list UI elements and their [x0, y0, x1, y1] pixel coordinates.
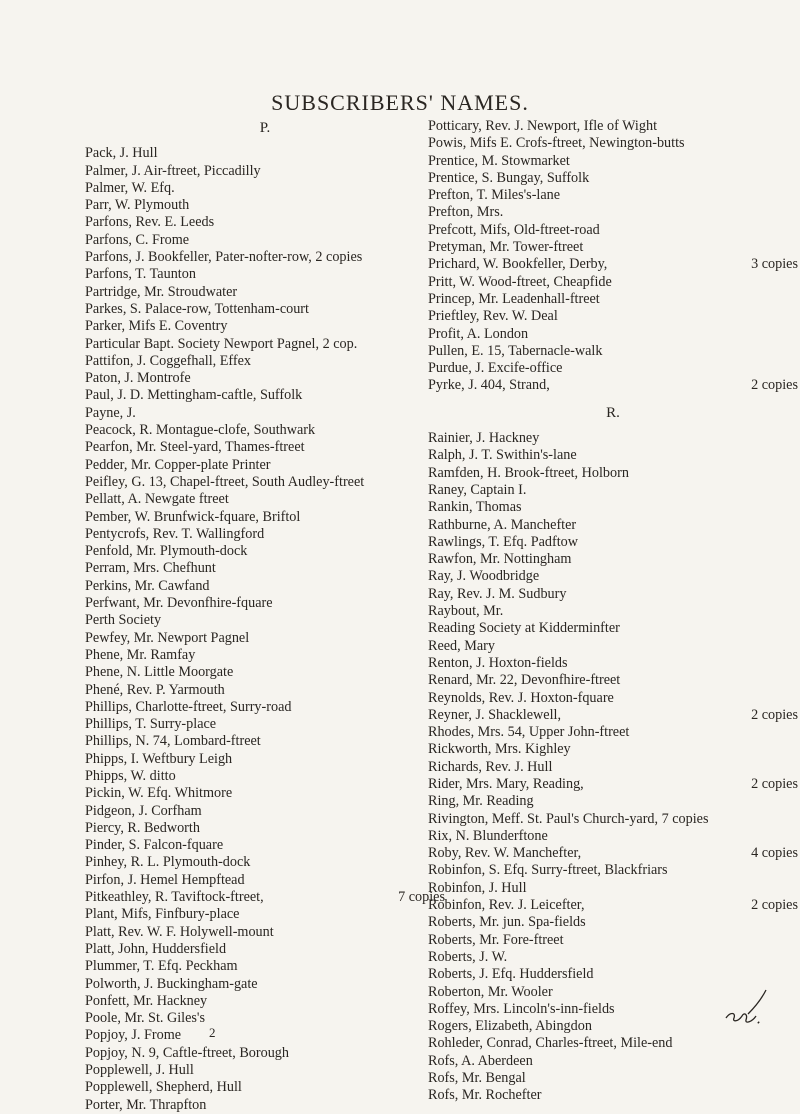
subscriber-entry — [85, 457, 445, 474]
subscriber-name: Ramfden, H. Brook-ftreet, Holborn — [428, 464, 629, 481]
subscriber-entry — [428, 759, 798, 776]
subscriber-entry — [428, 862, 798, 879]
subscriber-name: Pidgeon, J. Corfham — [85, 802, 202, 819]
subscriber-name: Prentice, S. Bungay, Suffolk — [428, 169, 590, 186]
subscriber-name: Pickin, W. Efq. Whitmore — [85, 785, 233, 802]
subscriber-name: Rickworth, Mrs. Kighley — [428, 741, 571, 758]
subscriber-entry — [85, 595, 445, 612]
subscriber-entry — [85, 145, 445, 162]
subscriber-entry — [85, 647, 445, 664]
subscriber-name: Porter, Mr. Thrapfton — [85, 1096, 207, 1113]
subscriber-name: Prefton, Mrs. — [428, 204, 504, 221]
page-number: 2 — [209, 1025, 216, 1040]
copies-count: 2 copies — [751, 377, 798, 394]
subscriber-name: Platt, Rev. W. F. Holywell-mount — [85, 923, 274, 940]
subscriber-entry — [428, 914, 798, 931]
subscriber-entry — [428, 741, 798, 758]
subscriber-name: Reading Society at Kidderminfter — [428, 620, 620, 637]
subscriber-name: Peifley, G. 13, Chapel-ftreet, South Audley-ftreet — [85, 473, 365, 490]
subscriber-name: Perth Society — [85, 612, 162, 629]
subscriber-name: Palmer, J. Air-ftreet, Piccadilly — [85, 162, 261, 179]
subscriber-entry — [428, 949, 798, 966]
subscriber-entry — [85, 872, 445, 889]
subscriber-name: Princep, Mr. Leadenhall-ftreet — [428, 290, 600, 307]
subscriber-name: Pritt, W. Wood-ftreet, Cheapfide — [428, 273, 612, 290]
subscriber-entry — [85, 803, 445, 820]
subscriber-entry — [428, 291, 798, 308]
subscriber-entry — [85, 405, 445, 422]
subscriber-name: Phillips, Charlotte-ftreet, Surry-road — [85, 698, 292, 715]
subscriber-name: Pyrke, J. 404, Strand, — [428, 377, 550, 394]
subscriber-name: Pentycrofs, Rev. T. Wallingford — [85, 525, 265, 542]
subscriber-name: Popplewell, J. Hull — [85, 1062, 194, 1079]
subscriber-name: Rofs, A. Aberdeen — [428, 1052, 533, 1069]
subscriber-entry — [85, 716, 445, 733]
subscriber-name: Paul, J. D. Mettingham-caftle, Suffolk — [85, 387, 303, 404]
subscriber-name: Pearfon, Mr. Steel-yard, Thames-ftreet — [85, 439, 305, 456]
subscriber-entry — [85, 163, 445, 180]
subscriber-entry — [85, 1079, 445, 1096]
subscriber-name: Richards, Rev. J. Hull — [428, 758, 553, 775]
subscriber-name: Robinfon, Rev. J. Leicefter, — [428, 897, 585, 914]
subscriber-entry — [428, 135, 798, 152]
subscriber-name: Reed, Mary — [428, 637, 495, 654]
subscriber-name: Phipps, I. Weftbury Leigh — [85, 750, 233, 767]
subscriber-name: Pack, J. Hull — [85, 145, 158, 162]
subscriber-name: Ray, Rev. J. M. Sudbury — [428, 585, 567, 602]
subscriber-entry — [85, 1062, 445, 1079]
left-column — [85, 118, 445, 1114]
right-p-entry-list — [428, 118, 798, 395]
subscriber-entry — [428, 153, 798, 170]
handwritten-mark — [718, 988, 780, 1028]
subscriber-name: Plummer, T. Efq. Peckham — [85, 958, 238, 975]
subscriber-entry — [85, 336, 445, 353]
subscriber-name: Pirfon, J. Hemel Hempftead — [85, 871, 245, 888]
subscriber-entry — [428, 499, 798, 516]
subscriber-entry — [85, 751, 445, 768]
subscriber-entry — [85, 820, 445, 837]
subscriber-name: Polworth, J. Buckingham-gate — [85, 975, 258, 992]
subscriber-entry — [428, 672, 798, 689]
subscriber-name: Robinfon, S. Efq. Surry-ftreet, Blackfriars — [428, 862, 668, 879]
subscriber-name: Phipps, W. ditto — [85, 767, 176, 784]
subscriber-name: Ring, Mr. Reading — [428, 793, 534, 810]
subscriber-name: Parfons, J. Bookfeller, Pater-nofter-row, 2 copies — [85, 249, 363, 266]
subscriber-entry — [428, 517, 798, 534]
subscriber-entry — [428, 1035, 798, 1052]
subscriber-entry — [85, 232, 445, 249]
subscriber-entry — [428, 845, 798, 862]
subscriber-entry — [85, 699, 445, 716]
subscriber-entry — [85, 1045, 445, 1062]
subscriber-entry — [85, 284, 445, 301]
subscriber-name: Rivington, Meff. St. Paul's Church-yard, 7 copies — [428, 810, 709, 827]
subscriber-name: Parr, W. Plymouth — [85, 197, 190, 214]
subscriber-name: Rider, Mrs. Mary, Reading, — [428, 775, 584, 792]
subscriber-entry — [85, 733, 445, 750]
subscriber-name: Phené, Rev. P. Yarmouth — [85, 681, 225, 698]
subscriber-name: Parfons, T. Taunton — [85, 266, 196, 283]
subscriber-name: Roby, Rev. W. Manchefter, — [428, 845, 582, 862]
subscriber-name: Prichard, W. Bookfeller, Derby, — [428, 256, 608, 273]
subscriber-entry — [85, 612, 445, 629]
subscriber-entry — [85, 1010, 445, 1027]
subscriber-name: Pellatt, A. Newgate ftreet — [85, 491, 229, 508]
subscriber-entry — [85, 526, 445, 543]
subscriber-entry — [428, 360, 798, 377]
subscriber-name: Perkins, Mr. Cawfand — [85, 577, 210, 594]
subscriber-entry — [85, 630, 445, 647]
subscriber-name: Pewfey, Mr. Newport Pagnel — [85, 629, 250, 646]
subscriber-name: Pember, W. Brunfwick-fquare, Briftol — [85, 508, 301, 525]
subscriber-entry — [85, 854, 445, 871]
subscriber-entry — [428, 638, 798, 655]
subscriber-name: Roberts, Mr. jun. Spa-fields — [428, 914, 586, 931]
copies-count: 3 copies — [751, 256, 798, 273]
subscriber-name: Rix, N. Blunderftone — [428, 827, 548, 844]
subscriber-entry — [85, 387, 445, 404]
subscriber-entry — [428, 482, 798, 499]
subscriber-entry — [428, 447, 798, 464]
subscriber-name: Rankin, Thomas — [428, 499, 522, 516]
copies-count: 2 copies — [751, 706, 798, 723]
copies-count: 2 copies — [751, 897, 798, 914]
subscriber-name: Ralph, J. T. Swithin's-lane — [428, 447, 577, 464]
subscriber-name: Perram, Mrs. Chefhunt — [85, 560, 216, 577]
subscriber-entry — [85, 889, 445, 906]
subscriber-entry — [85, 768, 445, 785]
subscriber-entry — [428, 603, 798, 620]
subscriber-name: Robinfon, J. Hull — [428, 879, 527, 896]
subscriber-name: Plant, Mifs, Finfbury-place — [85, 906, 240, 923]
subscriber-name: Raybout, Mr. — [428, 603, 504, 620]
subscriber-name: Poole, Mr. St. Giles's — [85, 1010, 206, 1027]
subscriber-name: Rofs, Mr. Rochefter — [428, 1087, 542, 1104]
subscriber-name: Phillips, T. Surry-place — [85, 716, 217, 733]
subscriber-entry — [85, 1027, 445, 1044]
subscriber-entry — [85, 422, 445, 439]
subscriber-entry — [85, 578, 445, 595]
subscriber-name: Rohleder, Conrad, Charles-ftreet, Mile-end — [428, 1035, 673, 1052]
subscriber-entry — [85, 197, 445, 214]
subscriber-entry — [85, 976, 445, 993]
subscriber-name: Piercy, R. Bedworth — [85, 819, 200, 836]
subscriber-entry — [85, 214, 445, 231]
subscriber-name: Roberts, J. W. — [428, 948, 508, 965]
subscriber-entry — [428, 308, 798, 325]
subscriber-entry — [85, 491, 445, 508]
subscriber-name: Popplewell, Shepherd, Hull — [85, 1079, 242, 1096]
subscriber-name: Parfons, Rev. E. Leeds — [85, 214, 215, 231]
subscriber-entry — [85, 958, 445, 975]
subscriber-name: Prefton, T. Miles's-lane — [428, 187, 561, 204]
right-column — [428, 118, 798, 1105]
subscriber-entry — [85, 543, 445, 560]
subscriber-name: Renard, Mr. 22, Devonfhire-ftreet — [428, 672, 621, 689]
subscriber-name: Partridge, Mr. Stroudwater — [85, 283, 238, 300]
subscriber-entry — [85, 993, 445, 1010]
subscriber-name: Ponfett, Mr. Hackney — [85, 992, 208, 1009]
subscriber-entry — [428, 932, 798, 949]
subscriber-name: Perfwant, Mr. Devonfhire-fquare — [85, 595, 273, 612]
subscriber-name: Pullen, E. 15, Tabernacle-walk — [428, 342, 603, 359]
subscriber-name: Rathburne, A. Manchefter — [428, 516, 577, 533]
subscriber-entry — [85, 180, 445, 197]
subscriber-entry — [85, 560, 445, 577]
subscriber-entry — [85, 266, 445, 283]
subscriber-entry — [85, 941, 445, 958]
subscriber-entry — [85, 785, 445, 802]
subscriber-name: Phene, Mr. Ramfay — [85, 646, 196, 663]
subscriber-entry — [428, 655, 798, 672]
subscriber-entry — [428, 343, 798, 360]
subscriber-name: Pattifon, J. Coggefhall, Effex — [85, 352, 252, 369]
subscriber-entry — [428, 430, 798, 447]
subscriber-name: Renton, J. Hoxton-fields — [428, 654, 568, 671]
subscriber-entry — [85, 301, 445, 318]
subscriber-entry — [428, 966, 798, 983]
subscriber-entry — [85, 509, 445, 526]
subscriber-name: Phene, N. Little Moorgate — [85, 664, 234, 681]
subscriber-entry — [85, 924, 445, 941]
subscriber-name: Parkes, S. Palace-row, Tottenham-court — [85, 300, 309, 317]
subscriber-entry — [85, 906, 445, 923]
subscriber-name: Popjoy, N. 9, Caftle-ftreet, Borough — [85, 1044, 289, 1061]
subscriber-name: Pinhey, R. L. Plymouth-dock — [85, 854, 251, 871]
subscriber-entry — [428, 811, 798, 828]
subscriber-name: Phillips, N. 74, Lombard-ftreet — [85, 733, 261, 750]
subscriber-entry — [428, 239, 798, 256]
subscriber-name: Reynolds, Rev. J. Hoxton-fquare — [428, 689, 614, 706]
subscriber-name: Pedder, Mr. Copper-plate Printer — [85, 456, 271, 473]
subscriber-name: Roberts, J. Efq. Huddersfield — [428, 966, 594, 983]
subscriber-entry — [428, 170, 798, 187]
subscriber-entry — [428, 568, 798, 585]
subscriber-name: Popjoy, J. Frome — [85, 1027, 182, 1044]
subscriber-name: Palmer, W. Efq. — [85, 179, 175, 196]
subscriber-name: Ray, J. Woodbridge — [428, 568, 540, 585]
copies-count: 7 copies — [398, 889, 445, 906]
subscriber-name: Reyner, J. Shacklewell, — [428, 706, 561, 723]
subscriber-entry — [85, 837, 445, 854]
subscriber-entry — [85, 474, 445, 491]
subscriber-entry — [428, 880, 798, 897]
subscriber-name: Rawfon, Mr. Nottingham — [428, 551, 572, 568]
subscriber-name: Potticary, Rev. J. Newport, Ifle of Wight — [428, 118, 658, 134]
subscriber-name: Prefcott, Mifs, Old-ftreet-road — [428, 221, 600, 238]
subscriber-name: Parfons, C. Frome — [85, 231, 190, 248]
subscriber-entry — [428, 828, 798, 845]
subscriber-entry — [428, 187, 798, 204]
subscriber-entry — [428, 776, 798, 793]
subscriber-entry — [428, 897, 798, 914]
subscriber-entry — [428, 118, 798, 135]
subscriber-entry — [428, 534, 798, 551]
subscriber-entry — [428, 204, 798, 221]
subscriber-entry — [428, 1053, 798, 1070]
subscriber-entry — [85, 1097, 445, 1114]
subscriber-name: Platt, John, Huddersfield — [85, 940, 227, 957]
subscriber-entry — [428, 222, 798, 239]
subscriber-name: Rainier, J. Hackney — [428, 430, 540, 447]
subscriber-entry — [85, 682, 445, 699]
subscriber-name: Penfold, Mr. Plymouth-dock — [85, 543, 248, 560]
copies-count: 2 copies — [751, 775, 798, 792]
subscriber-name: Prieftley, Rev. W. Deal — [428, 308, 558, 325]
subscriber-entry — [85, 318, 445, 335]
subscriber-name: Raney, Captain I. — [428, 481, 527, 498]
left-entry-list — [85, 145, 445, 1114]
section-letter-r: R. — [606, 404, 620, 421]
subscriber-entry — [428, 690, 798, 707]
subscriber-name: Powis, Mifs E. Crofs-ftreet, Newington-butts — [428, 135, 685, 152]
subscriber-name: Purdue, J. Excife-office — [428, 360, 563, 377]
subscriber-entry — [85, 370, 445, 387]
subscriber-name: Rhodes, Mrs. 54, Upper John-ftreet — [428, 724, 630, 741]
subscriber-name: Pitkeathley, R. Taviftock-ftreet, — [85, 889, 264, 906]
section-letter-p: P. — [259, 120, 271, 136]
subscriber-name: Paton, J. Montrofe — [85, 370, 191, 387]
subscriber-entry — [428, 551, 798, 568]
subscriber-name: Parker, Mifs E. Coventry — [85, 318, 228, 335]
subscriber-entry — [85, 249, 445, 266]
subscriber-name: Roffey, Mrs. Lincoln's-inn-fields — [428, 1000, 615, 1017]
page-title: SUBSCRIBERS' NAMES. — [271, 90, 529, 115]
copies-count: 4 copies — [751, 845, 798, 862]
subscriber-name: Profit, A. London — [428, 325, 529, 342]
subscriber-name: Prentice, M. Stowmarket — [428, 152, 570, 169]
subscriber-entry — [85, 353, 445, 370]
subscriber-entry — [428, 707, 798, 724]
subscriber-name: Rofs, Mr. Bengal — [428, 1070, 526, 1087]
subscriber-name: Payne, J. — [85, 404, 136, 421]
subscriber-entry — [428, 377, 798, 394]
subscriber-entry — [428, 724, 798, 741]
subscriber-name: Rogers, Elizabeth, Abingdon — [428, 1018, 592, 1035]
subscriber-entry — [428, 586, 798, 603]
subscriber-name: Pretyman, Mr. Tower-ftreet — [428, 239, 584, 256]
subscriber-name: Rawlings, T. Efq. Padftow — [428, 533, 579, 550]
subscriber-name: Pinder, S. Falcon-fquare — [85, 837, 224, 854]
subscriber-entry — [85, 439, 445, 456]
subscriber-name: Particular Bapt. Society Newport Pagnel, 2 cop. — [85, 335, 358, 352]
subscriber-entry — [428, 620, 798, 637]
subscriber-entry — [428, 465, 798, 482]
subscriber-entry — [428, 1087, 798, 1104]
subscriber-entry — [428, 326, 798, 343]
subscriber-name: Peacock, R. Montague-clofe, Southwark — [85, 422, 316, 439]
subscriber-name: Roberts, Mr. Fore-ftreet — [428, 931, 564, 948]
subscriber-entry — [428, 793, 798, 810]
subscriber-entry — [428, 256, 798, 273]
subscriber-entry — [428, 274, 798, 291]
subscriber-name: Roberton, Mr. Wooler — [428, 983, 553, 1000]
subscriber-entry — [85, 664, 445, 681]
